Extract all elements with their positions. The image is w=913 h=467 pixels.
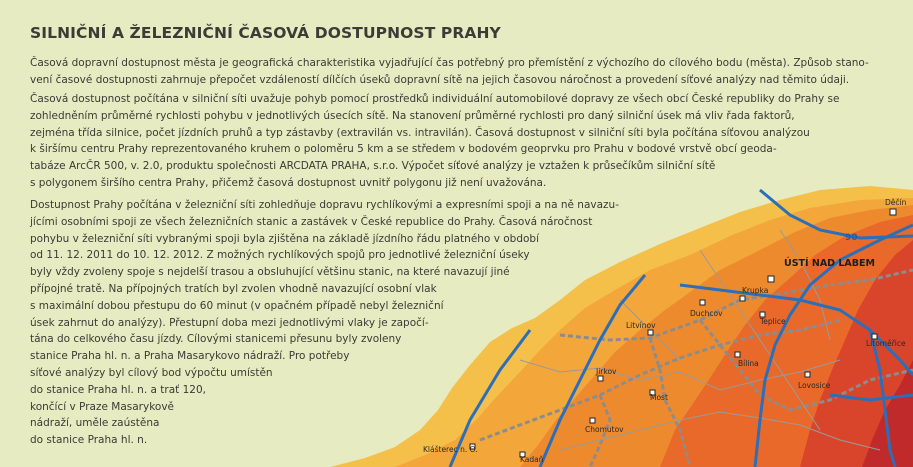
road-number-label: 90 <box>845 233 858 243</box>
text-line: zejména třída silnice, počet jízdních pruhů a typ zástavby (extravilán vs. intravilán). Časová dostupnost v silniční síti byla počítána síťovou analýzou <box>30 126 810 139</box>
town-label-decin: Děčín <box>885 198 907 207</box>
town-label-duchcov: Duchcov <box>690 309 723 318</box>
text-line: přípojné tratě. Na přípojných tratích byl zvolen vhodně navazující osobní vlak <box>30 282 437 295</box>
text-line: Časová dopravní dostupnost města je geografická charakteristika vyjadřující čas potřebný pro přemístění z výchozího do cílového bodu (města). Způsob stano- <box>30 57 869 69</box>
text-line: tána do celkového času jízdy. Cílovými stanicemi přesunu byly zvoleny <box>30 333 402 346</box>
text-line: pohybu v železniční síti vybranými spoji byla zjištěna na základě jízdního řádu platného v období <box>30 232 540 245</box>
text-line: končící v Praze Masarykově <box>30 400 174 413</box>
text-line: k širšímu centru Prahy reprezentovaného kruhem o poloměru 5 km a se středem v bodovém geoprvku pro Prahu v bodové vrstvě obcí geoda- <box>30 143 777 156</box>
town-label-usti: ÚSTÍ NAD LABEM <box>784 258 875 269</box>
text-line: vení časové dostupnosti zahrnuje přepočet vzdáleností dílčích úseků dopravní sítě na jejich časovou náročnost a provedení síťové analýzy nad těmito údaji. <box>30 73 850 86</box>
town-label-jirkov: Jirkov <box>596 367 617 376</box>
town-label-kadan: Kadaň <box>520 455 544 464</box>
road-accessibility-paragraph <box>30 91 890 192</box>
town-label-litvinov: Litvínov <box>626 321 656 330</box>
town-label-krupka: Krupka <box>742 286 769 295</box>
text-line: Dostupnost Prahy počítána v železniční síti zohledňuje dopravu rychlíkovými a expresními spoji a na ně navazu- <box>30 199 619 211</box>
town-label-litomerice: Litoměřice <box>866 339 906 348</box>
text-line: do stanice Praha hl. n. a trať 120, <box>30 383 206 396</box>
text-line: s polygonem širšího centra Prahy, přičemž časová dostupnost uvnitř polygonu již není uvažována. <box>30 176 547 189</box>
town-label-most: Most <box>650 393 668 402</box>
text-line: od 11. 12. 2011 do 10. 12. 2012. Z možných rychlíkových spojů pro jednotlivé železniční úseky <box>30 249 530 262</box>
text-line: tabáze ArcČR 500, v. 2.0, produktu společnosti ARCDATA PRAHA, s.r.o. Výpočet síťové analýzy je vztažen k průsečíkům silniční sítě <box>30 160 716 173</box>
text-line: Časová dostupnost počítána v silniční síti uvažuje pohyb pomocí prostředků individuální automobilové dopravy ze všech obcí České republiky do Prahy se <box>30 93 840 105</box>
intro-paragraph <box>30 55 890 89</box>
text-line: stanice Praha hl. n. a Praha Masarykovo nádraží. Pro potřeby <box>30 350 350 363</box>
town-label-lovosice: Lovosice <box>798 381 831 390</box>
town-label-bilina: Bílina <box>738 359 759 368</box>
town-label-teplice: Teplice <box>760 317 786 326</box>
page-title: SILNIČNÍ A ŽELEZNIČNÍ ČASOVÁ DOSTUPNOST PRAHY <box>30 24 501 42</box>
text-line: byly vždy zvoleny spoje s nejdelší trasou a obsluhující většinu stanic, na které navazují jiné <box>30 266 510 279</box>
text-line: síťové analýzy byl cílový bod výpočtu umístěn <box>30 366 273 379</box>
text-line: s maximální dobou přestupu do 60 minut (v opačném případě nebyl železniční <box>30 299 444 312</box>
text-line: do stanice Praha hl. n. <box>30 434 148 447</box>
text-line: úsek zahrnut do analýzy). Přestupní doba mezi jednotlivými vlaky je započí- <box>30 316 429 329</box>
town-label-klasterec: Klášterec n. O. <box>423 445 478 454</box>
text-line: jícími osobními spoji ze všech železničních stanic a zastávek v České republice do Prahy. Časová náročnost <box>30 215 593 228</box>
town-label-chomutov: Chomutov <box>585 425 624 434</box>
text-line: zohledněním průměrné rychlosti pohybu v jednotlivých úsecích sítě. Na stanovení průměrné rychlosti pro daný silniční úsek má vliv řada faktorů, <box>30 109 795 122</box>
text-line: nádraží, uměle zaústěna <box>30 417 160 430</box>
